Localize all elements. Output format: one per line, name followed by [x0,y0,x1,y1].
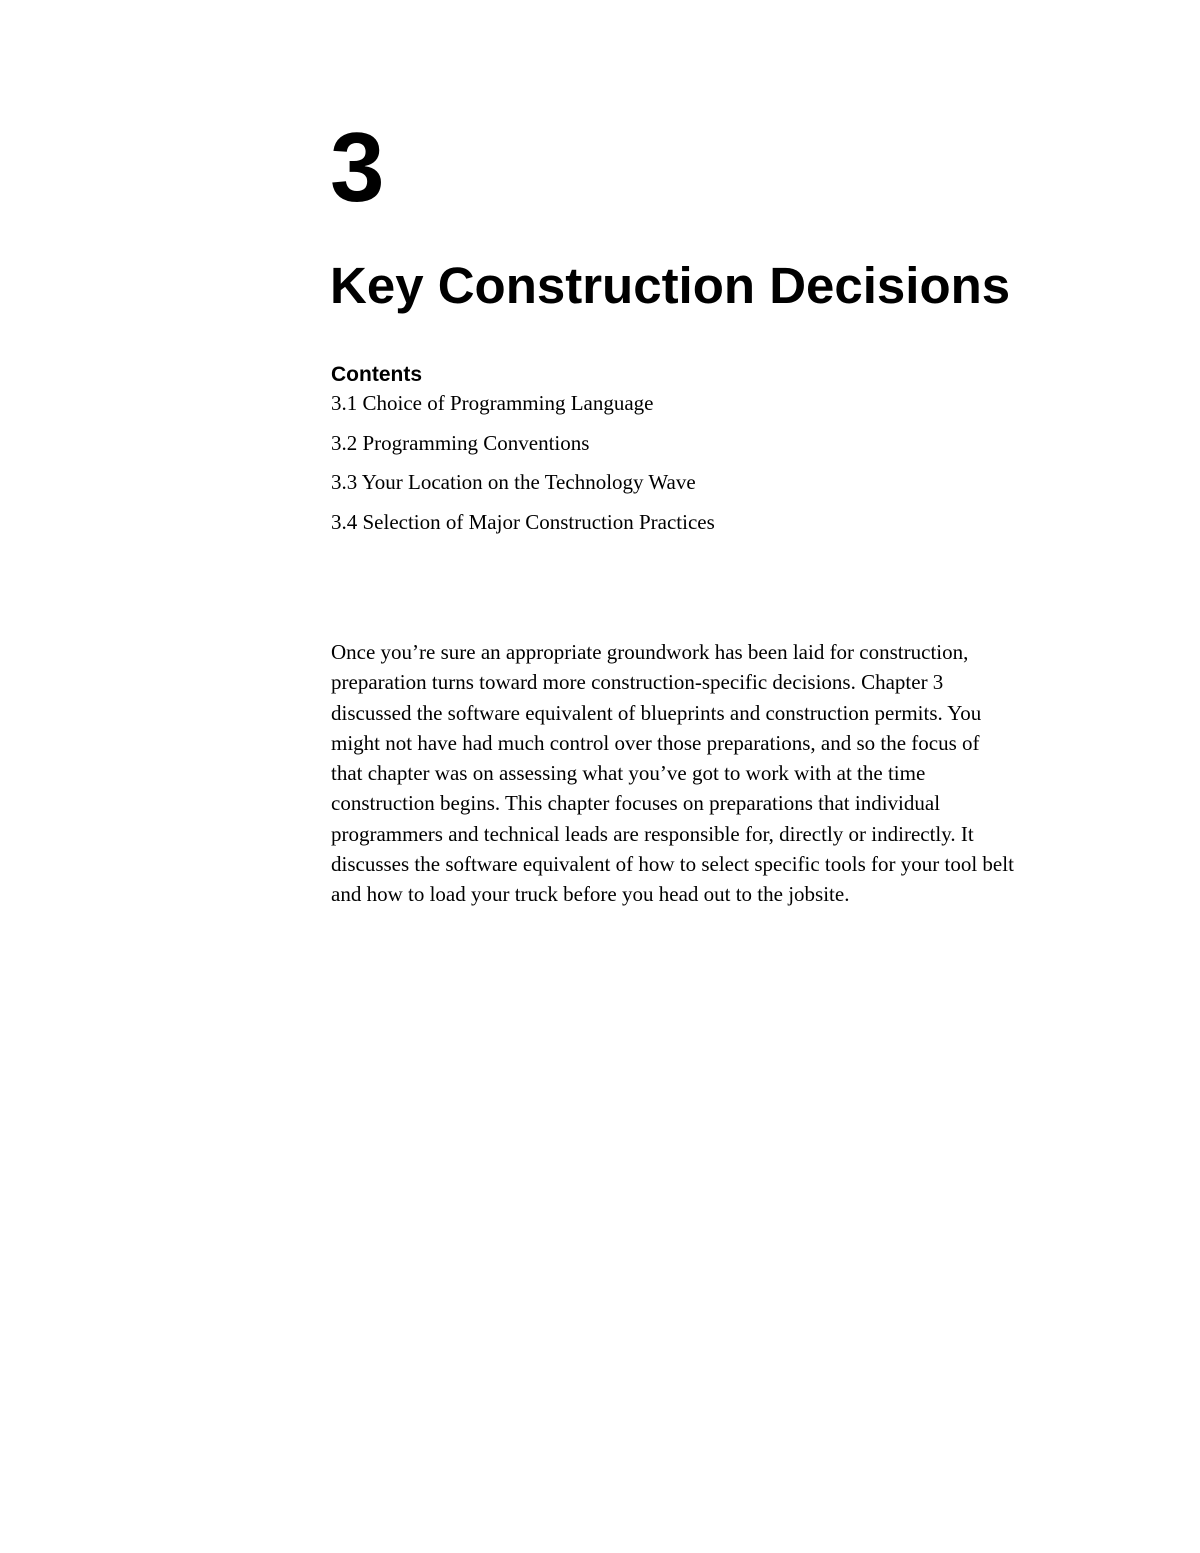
table-of-contents [331,362,1091,548]
intro-line: discussed the software equivalent of blueprints and construction permits. You [331,700,982,725]
toc-item: 3.3 Your Location on the Technology Wave [331,470,696,494]
intro-line: construction begins. This chapter focuses on preparations that individual [331,791,941,816]
intro-line: that chapter was on assessing what you’ve got to work with at the time [331,761,926,786]
contents-heading: Contents [331,363,422,386]
intro-line: discusses the software equivalent of how to select specific tools for your tool belt [331,852,1014,877]
intro-line: programmers and technical leads are responsible for, directly or indirectly. It [331,821,974,846]
chapter-number: 3 [330,112,384,222]
toc-item: 3.1 Choice of Programming Language [331,391,654,415]
intro-line: Once you’re sure an appropriate groundwork has been laid for construction, [331,640,969,664]
intro-paragraph [331,637,1091,910]
intro-line: and how to load your truck before you head out to the jobsite. [331,882,850,907]
toc-item: 3.2 Programming Conventions [331,430,590,455]
toc-list [331,390,1091,535]
intro-line: preparation turns toward more construction-specific decisions. Chapter 3 [331,670,944,695]
intro-line: might not have had much control over those preparations, and so the focus of [331,730,980,755]
chapter-title: Key Construction Decisions [330,257,1011,314]
toc-item: 3.4 Selection of Major Construction Practices [331,509,715,534]
